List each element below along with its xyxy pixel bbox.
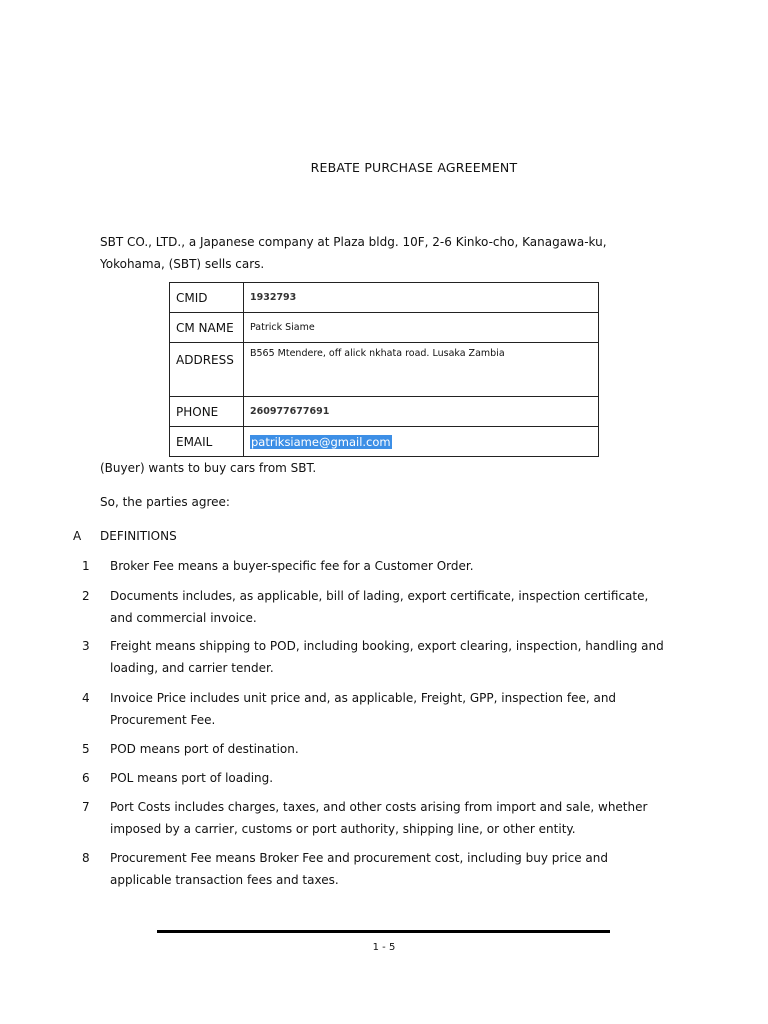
document-title: REBATE PURCHASE AGREEMENT <box>310 160 518 175</box>
definition-number: 2 <box>82 589 90 603</box>
definition-number: 6 <box>82 771 90 785</box>
cm-name-value[interactable]: Patrick Siame <box>244 313 599 343</box>
definition-text: Invoice Price includes unit price and, as applicable, Freight, GPP, inspection fee, and Procurement Fee. <box>110 691 617 727</box>
table-row-cmid <box>170 283 599 313</box>
cm-name-label: CM NAME <box>170 313 244 343</box>
list-item <box>82 635 682 679</box>
phone-label: PHONE <box>170 397 244 427</box>
definition-number: 1 <box>82 559 90 573</box>
definition-number: 3 <box>82 639 90 653</box>
email-value-selected[interactable]: patriksiame@gmail.com <box>251 434 391 449</box>
definition-text: Procurement Fee means Broker Fee and procurement cost, including buy price and applicable transaction fees and taxes. <box>110 851 608 887</box>
cmid-value[interactable]: 1932793 <box>244 283 599 313</box>
list-item <box>82 796 682 840</box>
agree-statement: So, the parties agree: <box>100 495 230 509</box>
list-item <box>82 738 682 760</box>
definition-text: Port Costs includes charges, taxes, and other costs arising from import and sale, whether imposed by a carrier, customs or port authority, shipping line, or other entity. <box>110 800 648 836</box>
definition-text: Documents includes, as applicable, bill of lading, export certificate, inspection certificate, and commercial invoice. <box>110 589 649 625</box>
definition-number: 4 <box>82 691 90 705</box>
cmid-label: CMID <box>170 283 244 313</box>
definition-number: 7 <box>82 800 90 814</box>
table-row-phone <box>170 397 599 427</box>
definition-text: POD means port of destination. <box>110 742 299 756</box>
section-letter: A <box>73 529 82 543</box>
definition-text: Freight means shipping to POD, including booking, export clearing, inspection, handling and loading, and carrier tender. <box>110 639 664 675</box>
section-heading <box>73 529 177 543</box>
phone-value[interactable]: 260977677691 <box>244 397 599 427</box>
table-row-address <box>170 343 599 397</box>
definition-number: 5 <box>82 742 90 756</box>
footer-divider <box>157 930 610 933</box>
email-cell <box>244 427 599 457</box>
table-row-email <box>170 427 599 457</box>
intro-paragraph: SBT CO., LTD., a Japanese company at Plaza bldg. 10F, 2-6 Kinko-cho, Kanagawa-ku, Yokohama, (SBT) sells cars. <box>100 235 607 271</box>
list-item <box>82 847 682 891</box>
page-number: 1 - 5 <box>372 942 396 953</box>
address-value[interactable]: B565 Mtendere, off alick nkhata road. Lusaka Zambia <box>244 343 599 397</box>
list-item <box>82 555 682 577</box>
definition-text: Broker Fee means a buyer-specific fee for a Customer Order. <box>110 559 474 573</box>
address-label: ADDRESS <box>170 343 244 397</box>
definition-number: 8 <box>82 851 90 865</box>
table-row-name <box>170 313 599 343</box>
buyer-statement: (Buyer) wants to buy cars from SBT. <box>100 461 317 475</box>
section-title: DEFINITIONS <box>100 529 177 543</box>
definition-text: POL means port of loading. <box>110 771 274 785</box>
list-item <box>82 585 682 629</box>
list-item <box>82 767 682 789</box>
list-item <box>82 687 682 731</box>
email-label: EMAIL <box>170 427 244 457</box>
buyer-info-table <box>169 282 599 457</box>
